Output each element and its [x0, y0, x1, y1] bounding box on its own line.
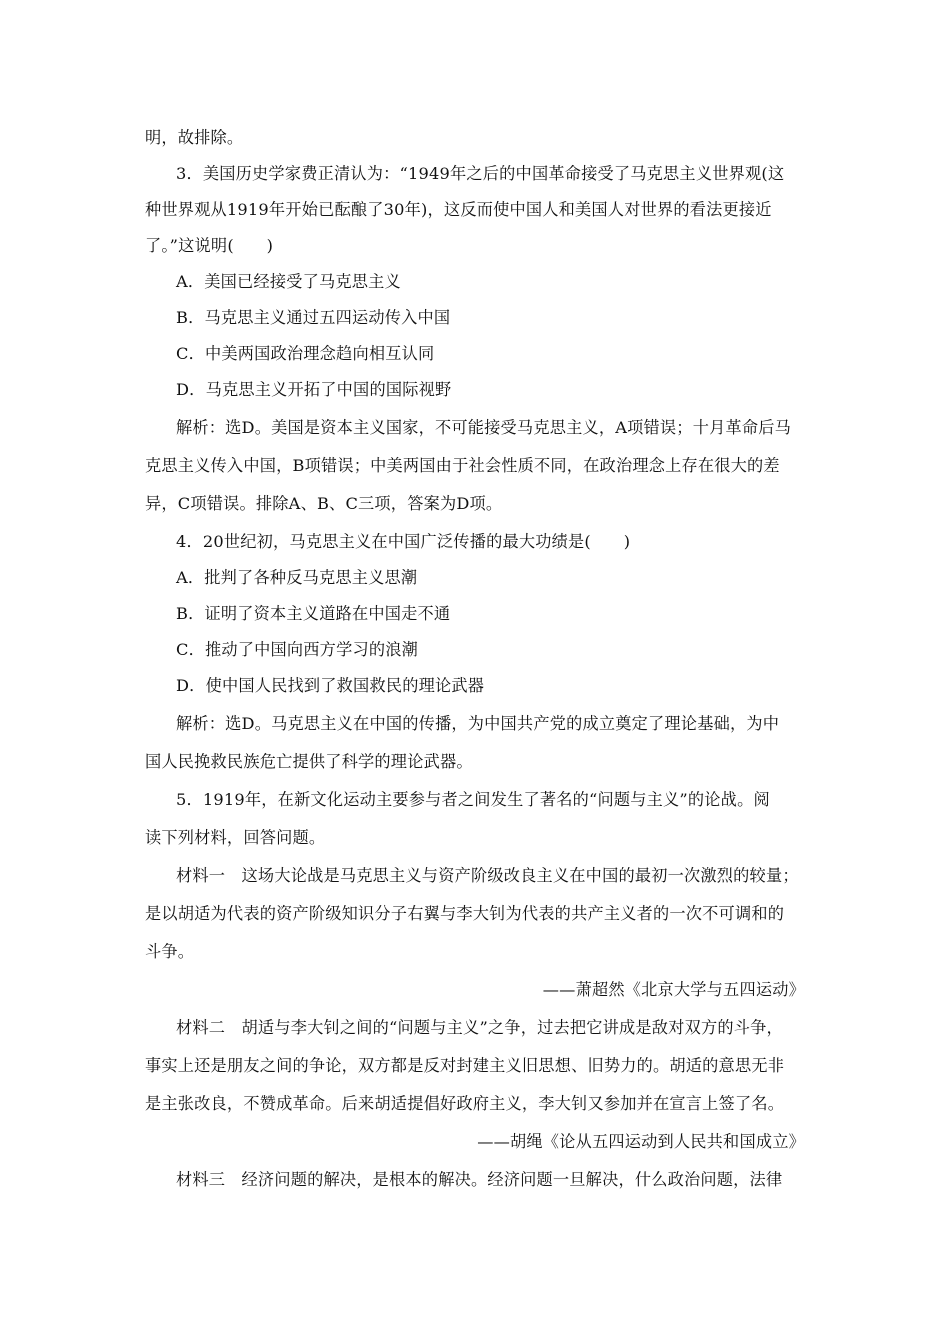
- text-line: 斗争。: [145, 942, 195, 961]
- question-4-stem: 4．20世纪初，马克思主义在中国广泛传播的最大功绩是( ): [176, 532, 631, 551]
- analysis-4: 解析：选D。马克思主义在中国的传播，为中国共产党的成立奠定了理论基础，为中: [176, 714, 780, 733]
- option-c: C．中美两国政治理念趋向相互认同: [176, 344, 435, 363]
- analysis-3: 解析：选D。美国是资本主义国家，不可能接受马克思主义，A项错误；十月革命后马: [176, 418, 792, 437]
- material-2: 材料二 胡适与李大钊之间的“问题与主义”之争，过去把它讲成是敌对双方的斗争，: [176, 1018, 783, 1037]
- text-line: 克思主义传入中国，B项错误；中美两国由于社会性质不同，在政治理念上存在很大的差: [145, 456, 780, 475]
- material-3: 材料三 经济问题的解决，是根本的解决。经济问题一旦解决，什么政治问题，法律: [176, 1170, 783, 1189]
- citation-2: ——胡绳《论从五四运动到人民共和国成立》: [477, 1132, 805, 1151]
- option-c: C．推动了中国向西方学习的浪潮: [176, 640, 419, 659]
- text-line: 是主张改良，不赞成革命。后来胡适提倡好政府主义，李大钊又参加并在宣言上签了名。: [145, 1094, 785, 1113]
- text-line: 国人民挽救民族危亡提供了科学的理论武器。: [145, 752, 473, 771]
- option-b: B．马克思主义通过五四运动传入中国: [176, 308, 451, 327]
- option-a: A．美国已经接受了马克思主义: [176, 272, 401, 291]
- text-line: 种世界观从1919年开始已酝酿了30年)，这反而使中国人和美国人对世界的看法更接近: [145, 200, 772, 219]
- text-line: 事实上还是朋友之间的争论，双方都是反对封建主义旧思想、旧势力的。胡适的意思无非: [145, 1056, 785, 1075]
- question-3-stem: 3．美国历史学家费正清认为：“1949年之后的中国革命接受了马克思主义世界观(这: [176, 164, 785, 183]
- text-line: 明，故排除。: [145, 128, 244, 147]
- option-d: D．使中国人民找到了救国救民的理论武器: [176, 676, 485, 695]
- text-line: 是以胡适为代表的资产阶级知识分子右翼与李大钊为代表的共产主义者的一次不可调和的: [145, 904, 785, 923]
- option-a: A．批判了各种反马克思主义思潮: [176, 568, 418, 587]
- text-line: 异，C项错误。排除A、B、C三项，答案为D项。: [145, 494, 503, 513]
- option-d: D．马克思主义开拓了中国的国际视野: [176, 380, 452, 399]
- text-line: 了。”这说明( ): [145, 236, 274, 255]
- question-5-stem: 5．1919年，在新文化运动主要参与者之间发生了著名的“问题与主义”的论战。阅: [176, 790, 770, 809]
- material-1: 材料一 这场大论战是马克思主义与资产阶级改良主义在中国的最初一次激烈的较量；: [176, 866, 799, 885]
- text-line: 读下列材料，回答问题。: [145, 828, 326, 847]
- option-b: B．证明了资本主义道路在中国走不通: [176, 604, 451, 623]
- citation-1: ——萧超然《北京大学与五四运动》: [542, 980, 805, 999]
